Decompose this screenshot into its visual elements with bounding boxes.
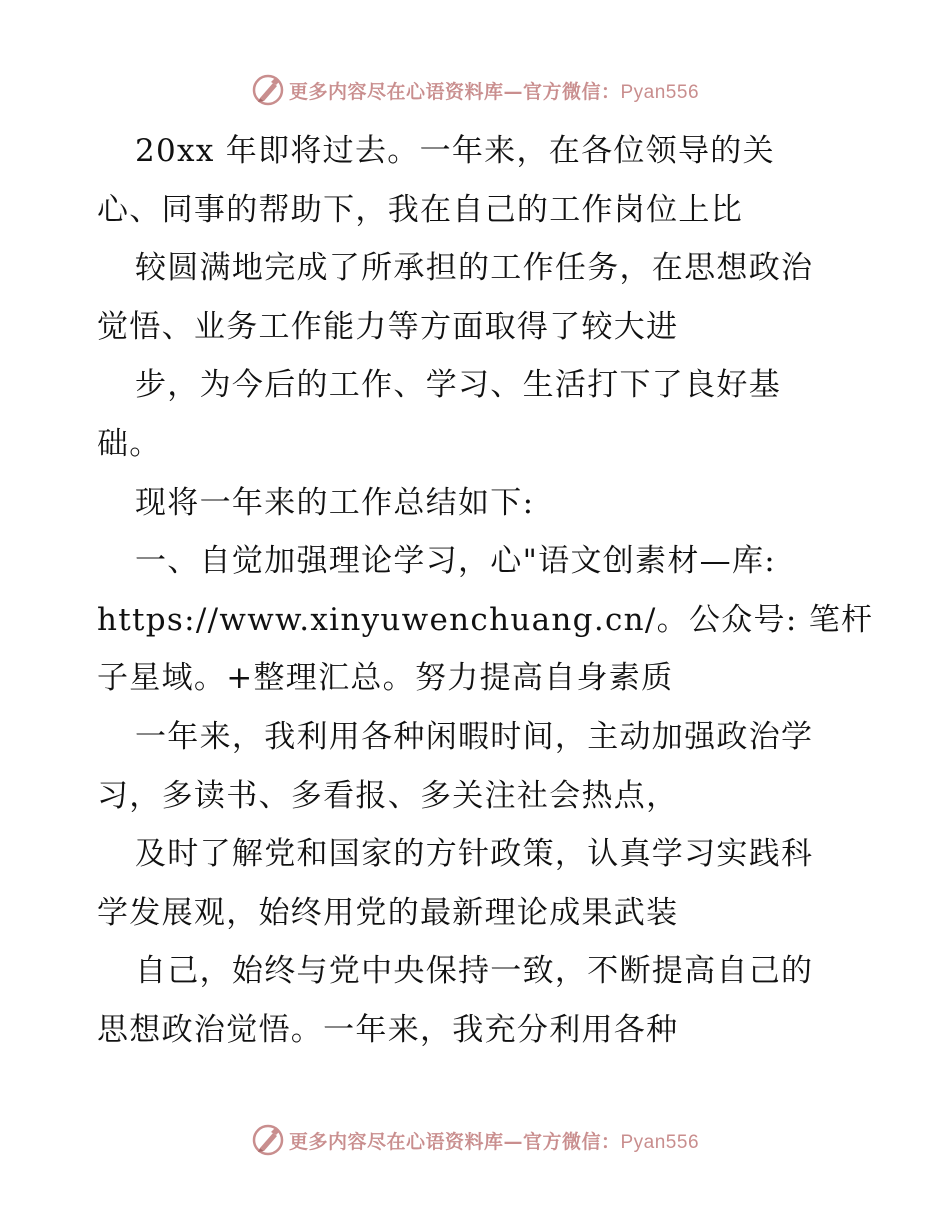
text-line: 思想政治觉悟。一年来，我充分利用各种 [97, 1011, 679, 1048]
text-line: https://www.xinyuwenchuang.cn/。公众号: 笔杆 [97, 601, 874, 638]
watermark-handle: Pyan556 [620, 1131, 700, 1153]
text-line: 心、同事的帮助下，我在自己的工作岗位上比 [97, 191, 743, 228]
pen-logo-icon [251, 73, 285, 107]
text-line: 础。 [97, 425, 162, 462]
text-line: 较圆满地完成了所承担的工作任务，在思想政治 [135, 250, 814, 287]
text-line: 习，多读书、多看报、多关注社会热点， [97, 777, 679, 814]
text-line: 子星域。+整理汇总。努力提高自身素质 [97, 660, 674, 697]
text-line: 现将一年来的工作总结如下: [135, 484, 535, 521]
header-watermark [0, 70, 950, 110]
footer-watermark [0, 1120, 950, 1160]
watermark-handle: Pyan556 [620, 81, 700, 103]
text-line: 20xx 年即将过去。一年来，在各位领导的关 [135, 133, 775, 169]
text-line: 一年来，我利用各种闲暇时间，主动加强政治学 [135, 718, 814, 755]
document-body [97, 122, 874, 1060]
text-line: 及时了解党和国家的方针政策，认真学习实践科 [135, 836, 814, 873]
text-line: 学发展观，始终用党的最新理论成果武装 [97, 894, 679, 931]
text-line: 一、自觉加强理论学习，心"语文创素材—库: [135, 543, 777, 580]
text-line: 觉悟、业务工作能力等方面取得了较大进 [97, 308, 679, 345]
text-line: 自己，始终与党中央保持一致，不断提高自己的 [135, 953, 814, 990]
watermark-text: 更多内容尽在心语资料库—官方微信：Pyan556 [288, 80, 700, 103]
watermark-text: 更多内容尽在心语资料库—官方微信：Pyan556 [288, 1130, 700, 1153]
pen-logo-icon [251, 1123, 285, 1157]
text-line: 步，为今后的工作、学习、生活打下了良好基 [135, 367, 781, 404]
